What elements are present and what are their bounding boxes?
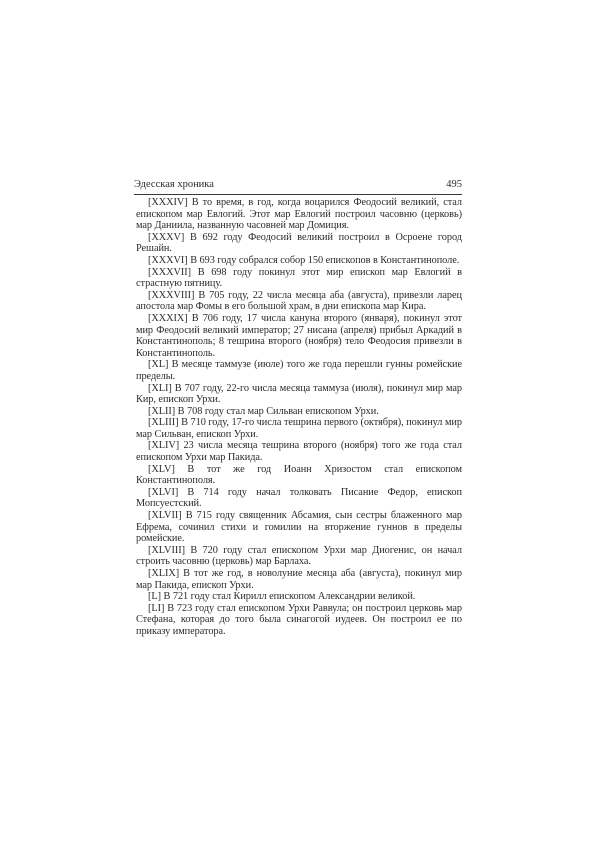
chronicle-entry-xxxvii: [XXXVII] В 698 году покинул этот мир епископ мар Евлогий в страстную пятницу. — [136, 266, 462, 290]
chronicle-entry-xliii: [XLIII] В 710 году, 17-го числа тешрина первого (октября), покинул мир мар Сильван, епископ Урхи. — [136, 417, 462, 440]
chronicle-entry-xxxvi: [XXXVI] В 693 году собрался собор 150 епископов в Константинополе. — [148, 254, 460, 266]
chronicle-text — [136, 197, 462, 638]
running-title: Эдесская хроника — [134, 179, 214, 190]
chronicle-entry-xlv: [XLV] В тот же год Иоанн Хризостом стал епископом Константинополя. — [136, 463, 462, 487]
page-header — [134, 178, 462, 195]
chronicle-entry-xxxix: [XXXIX] В 706 году, 17 числа кануна второго (января), покинул этот мир Феодосий великий император; 27 нисана (апреля) прибыл Аркадий в Константинополь; 8 тешрина второго (ноября) тело Феодосия привезли в Константинополь. — [136, 312, 462, 359]
chronicle-entry-xlix: [XLIX] В тот же год, в новолуние месяца аба (августа), покинул мир мар Пакида, епископ Урхи. — [136, 568, 462, 591]
page-number: 495 — [446, 179, 462, 190]
chronicle-entry-l: [L] В 721 году стал Кирилл епископом Александрии великой. — [148, 591, 416, 603]
chronicle-entry-li: [LI] В 723 году стал епископом Урхи Раввула; он построил церковь мар Стефана, которая до того была синагогой иудеев. Он построил ее по приказу императора. — [136, 602, 462, 637]
chronicle-entry-xli: [XLI] В 707 году, 22-го числа месяца таммуза (июля), покинул мир мар Кир, епископ Урхи. — [136, 382, 462, 406]
chronicle-entry-xliv: [XLIV] 23 числа месяца тешрина второго (ноября) того же года стал епископом Урхи мар Пакида. — [136, 440, 462, 464]
chronicle-entry-xxxiv: [XXXIV] В то время, в год, когда воцарился Феодосий великий, стал епископом мар Евлогий. Этот мар Евлогий построил часовню (церковь) мар Даниила, названную часовней мар Домиция. — [136, 197, 462, 232]
chronicle-entry-xlii: [XLII] В 708 году стал мар Сильван епископом Урхи. — [148, 405, 379, 417]
chronicle-entry-xxxv: [XXXV] В 692 году Феодосий великий построил в Осроене город Решайн. — [136, 231, 462, 255]
chronicle-entry-xlvii: [XLVII] В 715 году священник Абсамия, сын сестры блаженного мар Ефрема, сочинил стихи и гомилии на вторжение гуннов в пределы ромейские. — [136, 510, 462, 545]
chronicle-entry-xlvi: [XLVI] В 714 году начал толковать Писание Федор, епископ Мопсуестский. — [136, 486, 462, 510]
chronicle-entry-xl: [XL] В месяце таммузе (июле) того же года перешли гунны ромейские пределы. — [136, 359, 462, 382]
chronicle-entry-xlviii: [XLVIII] В 720 году стал епископом Урхи мар Диогенис, он начал строить часовню (церковь) мар Барлаха. — [136, 544, 462, 568]
chronicle-entry-xxxviii: [XXXVIII] В 705 году, 22 числа месяца аба (августа), привезли ларец апостола мар Фомы в его большой храм, в дни епископа мар Кира. — [136, 289, 462, 313]
